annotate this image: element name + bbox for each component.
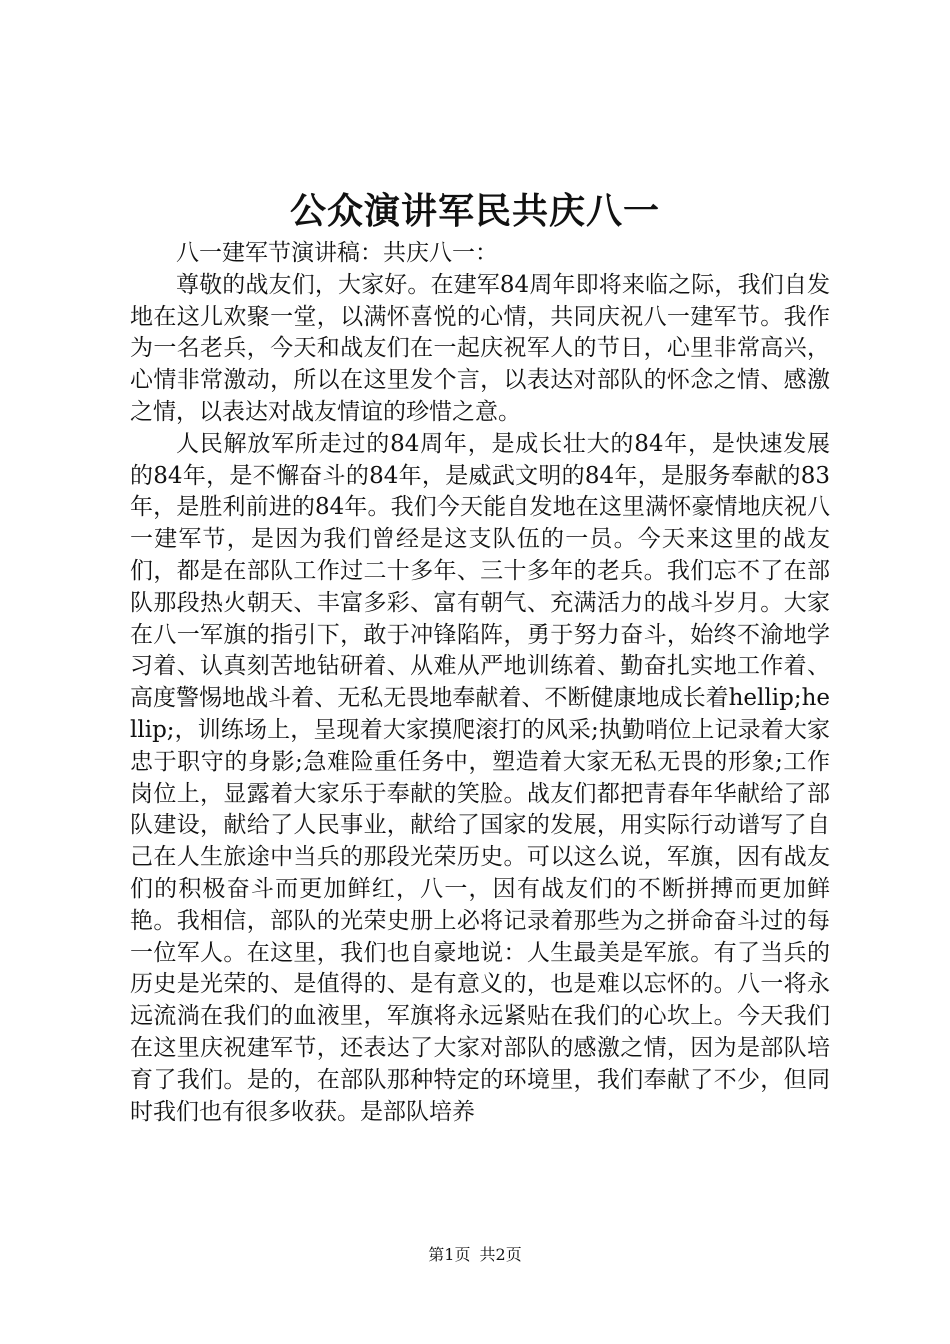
- page-number: 第1页: [428, 1245, 471, 1264]
- document-body: [130, 238, 830, 1128]
- page-footer: [0, 1244, 950, 1266]
- paragraph-greeting: 尊敬的战友们，大家好。在建军84周年即将来临之际，我们自发地在这儿欢聚一堂，以满怀喜悦的心情，共同庆祝八一建军节。我作为一名老兵，今天和战友们在一起庆祝军人的节日，心里非常高兴，心情非常激动，所以在这里发个言，以表达对部队的怀念之情、感激之情，以表达对战友情谊的珍惜之意。: [130, 271, 830, 425]
- document-title: 公众演讲军民共庆八一: [289, 190, 660, 232]
- paragraph-main: 人民解放军所走过的84周年，是成长壮大的84年，是快速发展的84年，是不懈奋斗的84年，是威武文明的84年，是服务奉献的83年，是胜利前进的84年。我们今天能自发地在这里满怀豪情地庆祝八一建军节，是因为我们曾经是这支队伍的一员。今天来这里的战友们，都是在部队工作过二十多年、三十多年的老兵。我们忘不了在部队那段热火朝天、丰富多彩、富有朝气、充满活力的战斗岁月。大家在八一军旗的指引下，敢于冲锋陷阵，勇于努力奋斗，始终不渝地学习着、认真刻苦地钻研着、从难从严地训练着、勤奋扎实地工作着、高度警惕地战斗着、无私无畏地奉献着、不断健康地成长着hellip;hellip;，训练场上，呈现着大家摸爬滚打的风采;执勤哨位上记录着大家忠于职守的身影;急难险重任务中，塑造着大家无私无畏的形象;工作岗位上，显露着大家乐于奉献的笑脸。战友们都把青春年华献给了部队建设，献给了人民事业，献给了国家的发展，用实际行动谱写了自己在人生旅途中当兵的那段光荣历史。可以这么说，军旗，因有战友们的积极奋斗而更加鲜红，八一，因有战友们的不断拼搏而更加鲜艳。我相信，部队的光荣史册上必将记录着那些为之拼命奋斗过的每一位军人。在这里，我们也自豪地说：人生最美是军旅。有了当兵的历史是光荣的、是值得的、是有意义的，也是难以忘怀的。八一将永远流淌在我们的血液里，军旗将永远紧贴在我们的心坎上。今天我们在这里庆祝建军节，还表达了大家对部队的感激之情，因为是部队培育了我们。是的，在部队那种特定的环境里，我们奉献了不少，但同时我们也有很多收获。是部队培养: [130, 430, 830, 1125]
- paragraph-subtitle: 八一建军节演讲稿：共庆八一：: [176, 240, 498, 266]
- page-total: 共2页: [479, 1245, 522, 1264]
